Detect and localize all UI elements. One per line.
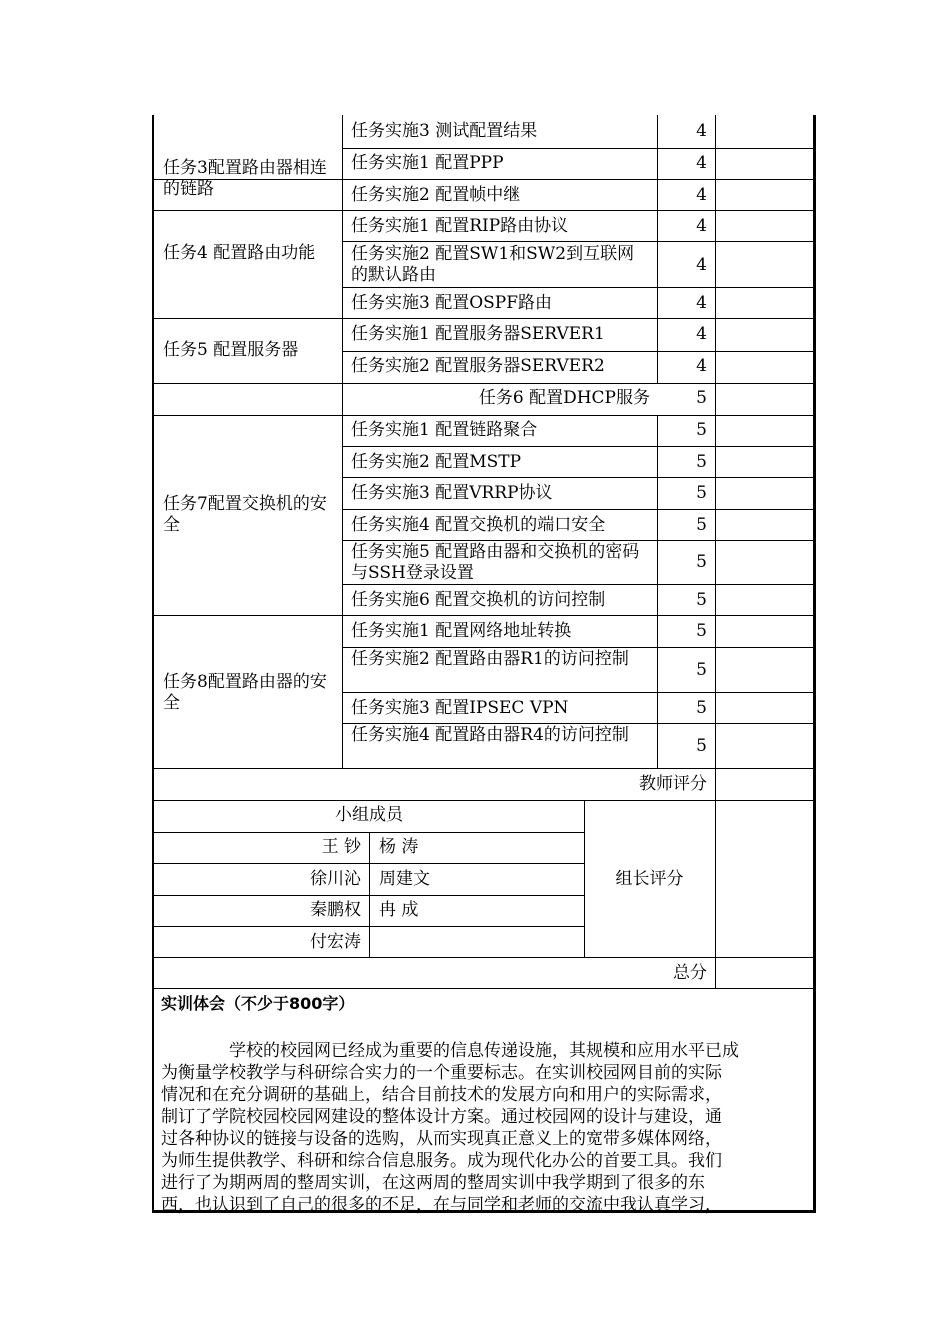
subtask-label: 任务实施2 配置MSTP bbox=[351, 452, 522, 472]
reflection-line: 制订了学院校园校园网建设的整体设计方案。通过校园网的设计与建设，通 bbox=[161, 1107, 722, 1127]
subtask-hours: 5 bbox=[696, 420, 707, 440]
col-divider-3 bbox=[715, 115, 716, 988]
subtask-hours: 5 bbox=[696, 621, 707, 641]
subtask-label: 任务实施4 配置路由器R4的访问控制 bbox=[351, 725, 629, 745]
task6-hours: 5 bbox=[696, 388, 707, 408]
subtask-label: 任务实施1 配置服务器SERVER1 bbox=[351, 324, 605, 344]
training-report-table bbox=[152, 115, 816, 1213]
member-name: 杨 涛 bbox=[379, 837, 419, 857]
member-name: 周建文 bbox=[379, 869, 430, 889]
subtask-label: 任务实施3 配置VRRP协议 bbox=[351, 483, 553, 503]
subtask-label: 任务实施4 配置交换机的端口安全 bbox=[351, 515, 606, 535]
subtask-label: 任务实施3 测试配置结果 bbox=[351, 121, 538, 141]
subtask-label: 任务实施1 配置网络地址转换 bbox=[351, 621, 572, 641]
subtask-hours: 4 bbox=[696, 324, 707, 344]
subtask-label: 任务实施2 配置服务器SERVER2 bbox=[351, 356, 605, 376]
subtask-hours: 4 bbox=[696, 293, 707, 313]
subtask-label: 任务实施2 配置帧中继 bbox=[351, 185, 521, 205]
reflection-line: 学校的校园网已经成为重要的信息传递设施，其规模和应用水平已成 bbox=[229, 1041, 739, 1061]
member-name: 付宏涛 bbox=[310, 932, 361, 952]
task-name: 任务5 配置服务器 bbox=[163, 340, 299, 360]
reflection-line: 过各种协议的链接与设备的选购，从而实现真正意义上的宽带多媒体网络， bbox=[161, 1129, 722, 1149]
task-name: 任务7配置交换机的安全 bbox=[163, 494, 327, 535]
subtask-hours: 5 bbox=[696, 736, 707, 756]
subtask-hours: 5 bbox=[696, 552, 707, 572]
reflection-line: 西，也认识到了自己的很多的不足，在与同学和老师的交流中我认真学习， bbox=[161, 1195, 722, 1215]
task6-label: 任务6 配置DHCP服务 bbox=[478, 388, 650, 408]
subtask-hours: 4 bbox=[696, 121, 707, 141]
reflection-line: 情况和在充分调研的基础上，结合目前技术的发展方向和用户的实际需求， bbox=[161, 1085, 722, 1105]
leader-score-label: 组长评分 bbox=[615, 869, 684, 889]
subtask-label: 任务实施5 配置路由器和交换机的密码与SSH登录设置 bbox=[351, 542, 640, 583]
subtask-label: 任务实施3 配置OSPF路由 bbox=[351, 293, 553, 313]
member-name: 冉 成 bbox=[379, 900, 419, 920]
subtask-label: 任务实施2 配置SW1和SW2到互联网的默认路由 bbox=[351, 244, 635, 285]
subtask-label: 任务实施3 配置IPSEC VPN bbox=[351, 698, 569, 718]
subtask-label: 任务实施1 配置PPP bbox=[351, 153, 504, 173]
member-name: 王 钞 bbox=[321, 837, 361, 857]
subtask-hours: 4 bbox=[696, 185, 707, 205]
subtask-hours: 5 bbox=[696, 698, 707, 718]
task-name: 任务4 配置路由功能 bbox=[163, 243, 316, 263]
subtask-hours: 5 bbox=[696, 660, 707, 680]
subtask-label: 任务实施2 配置路由器R1的访问控制 bbox=[351, 649, 629, 669]
subtask-label: 任务实施1 配置RIP路由协议 bbox=[351, 216, 569, 236]
subtask-hours: 4 bbox=[696, 216, 707, 236]
subtask-hours: 4 bbox=[696, 153, 707, 173]
reflection-title: 实训体会（不少于800字） bbox=[161, 994, 355, 1013]
subtask-hours: 5 bbox=[696, 483, 707, 503]
teacher-score-label: 教师评分 bbox=[639, 774, 707, 794]
col-divider-1 bbox=[342, 115, 343, 768]
subtask-hours: 5 bbox=[696, 515, 707, 535]
member-name: 徐川沁 bbox=[310, 869, 361, 889]
reflection-line: 为师生提供教学、科研和综合信息服务。成为现代化办公的首要工具。我们 bbox=[161, 1151, 722, 1171]
subtask-hours: 5 bbox=[696, 452, 707, 472]
reflection-line: 进行了为期两周的整周实训，在这两周的整周实训中我学期到了很多的东 bbox=[161, 1173, 705, 1193]
subtask-hours: 5 bbox=[696, 590, 707, 610]
reflection-line: 为衡量学校教学与科研综合实力的一个重要标志。在实训校园网目前的实际 bbox=[161, 1063, 722, 1083]
subtask-hours: 4 bbox=[696, 255, 707, 275]
task-name: 任务3配置路由器相连的链路 bbox=[163, 158, 327, 199]
total-label: 总分 bbox=[673, 963, 707, 983]
task-name: 任务8配置路由器的安全 bbox=[163, 672, 327, 713]
member-name: 秦鹏权 bbox=[310, 900, 361, 920]
reflection-body bbox=[161, 1040, 809, 1216]
subtask-hours: 4 bbox=[696, 356, 707, 376]
group-members-title: 小组成员 bbox=[335, 805, 403, 825]
subtask-label: 任务实施6 配置交换机的访问控制 bbox=[351, 590, 606, 610]
subtask-label: 任务实施1 配置链路聚合 bbox=[351, 420, 538, 440]
